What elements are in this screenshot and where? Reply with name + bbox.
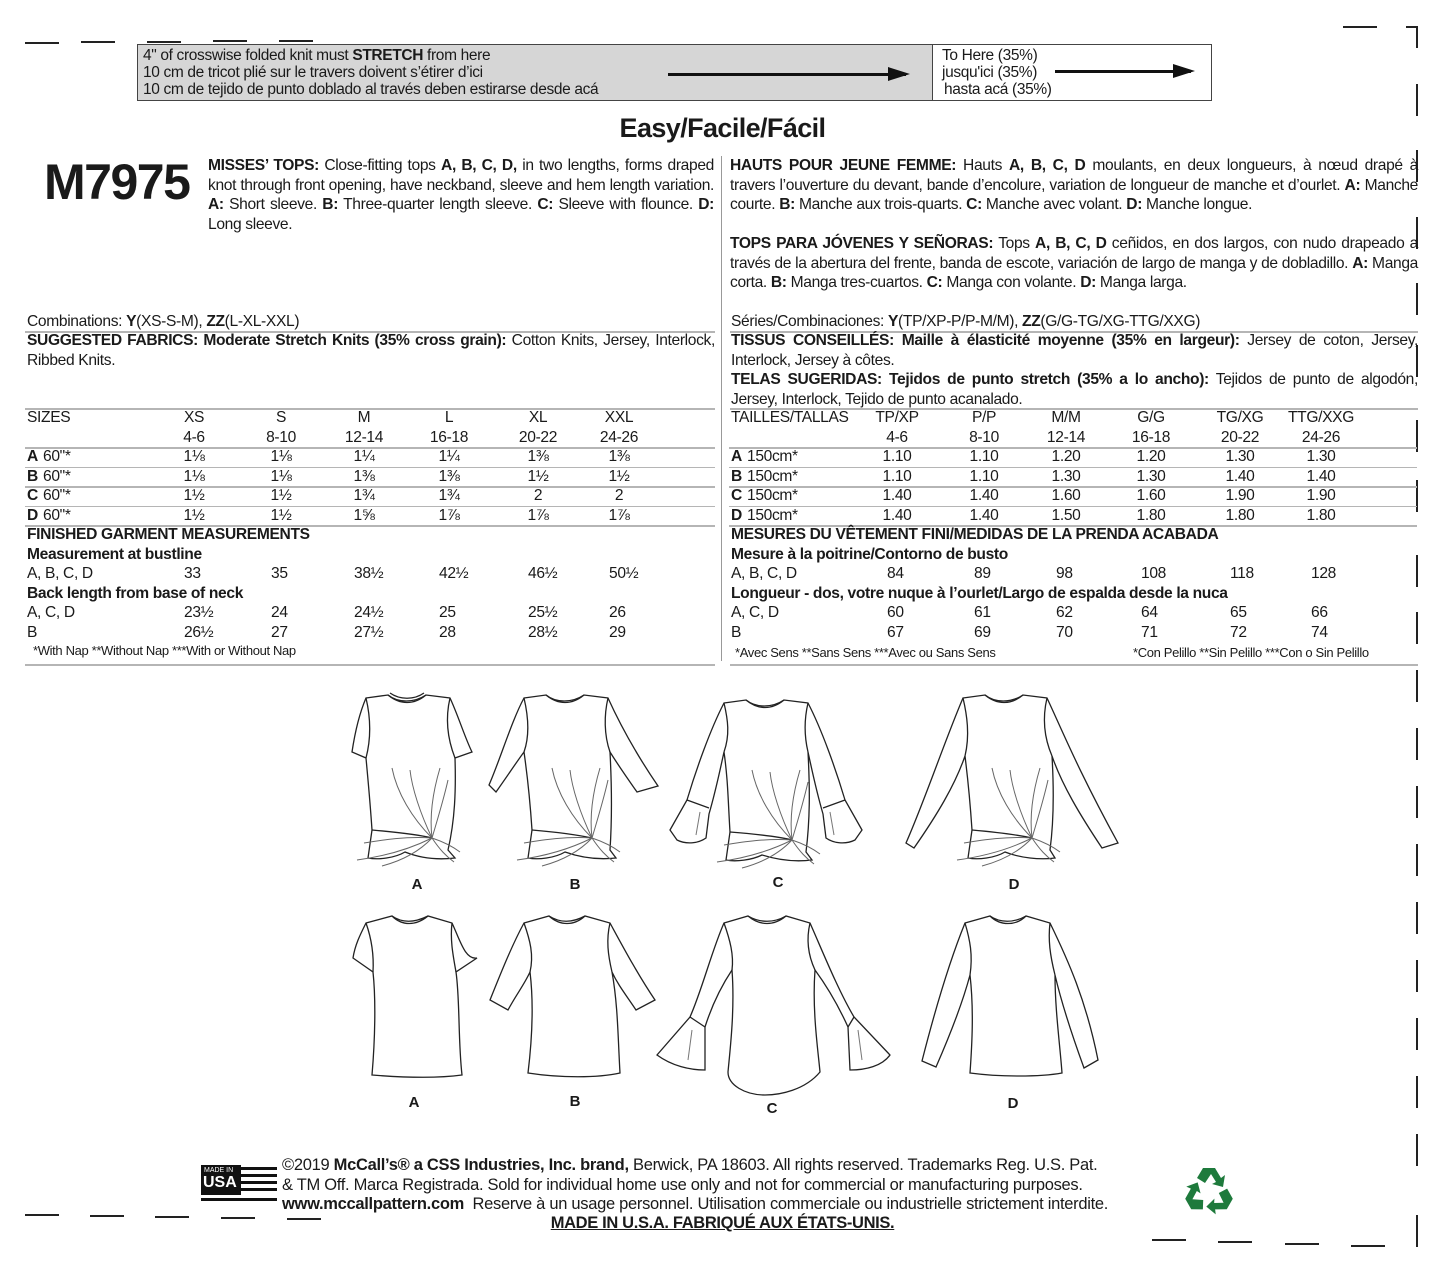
copyright-block: [282, 1156, 1108, 1215]
yardage-value: 1.30: [1306, 448, 1336, 465]
back-length-heading: Back length from base of neck: [27, 584, 244, 602]
yardage-value: 1.20: [1051, 448, 1081, 465]
measurement-value: 27½: [354, 623, 384, 641]
illustration-back-b: [490, 916, 655, 1077]
yardage-value: 1⅛: [183, 467, 205, 485]
yardage-value: 1.90: [1225, 487, 1255, 504]
yardage-value: 1.80: [1225, 506, 1255, 524]
to-here-en: To Here (35%): [942, 47, 1038, 64]
measurement-value: 50½: [609, 565, 639, 582]
views-label: B: [731, 623, 742, 641]
yardage-value: 1.40: [1225, 467, 1255, 485]
yardage-value: 2: [533, 487, 543, 504]
yardage-value: 1⅜: [353, 467, 375, 485]
yardage-value: 1.20: [1136, 448, 1166, 465]
bust-heading: Measurement at bustline: [27, 545, 202, 563]
measurement-value: 29: [609, 623, 626, 641]
measurement-value: 66: [1311, 604, 1328, 621]
yardage-value: 1¾: [438, 487, 460, 504]
description-en: MISSES’ TOPS: Close-fitting tops A, B, C, D, in two lengths, forms draped knot through front opening, have neckband, sleeve and hem length variation. A: Short sleeve. B: Three-quarter length sleeve. C: Sleeve with flounce. D: Long sleeve.: [208, 157, 714, 233]
illustration-front-d: [906, 695, 1118, 866]
yardage-value: 1⅜: [608, 448, 630, 465]
fabrics-en: SUGGESTED FABRICS: Moderate Stretch Knits (35% cross grain): Cotton Knits, Jersey, Interlock, Ribbed Knits.: [27, 332, 715, 369]
measurement-value: 35: [271, 565, 288, 582]
difficulty-title: Easy/Facile/Fácil: [619, 113, 826, 143]
yardage-value: 1¾: [353, 487, 375, 504]
measurement-value: 67: [887, 623, 904, 641]
yardage-value: 1.40: [1306, 467, 1336, 485]
measurement-value: 65: [1230, 604, 1247, 621]
combinations-fr-es: Séries/Combinaciones: Y(TP/XP-P/P-M/M), ZZ(G/G-TG/XG-TTG/XXG): [731, 313, 1201, 330]
measurement-value: 89: [974, 565, 991, 582]
fabric-width: 60"*: [43, 448, 71, 465]
measurement-value: 28: [439, 623, 456, 641]
measurement-value: 84: [887, 565, 904, 582]
measurement-value: 72: [1230, 623, 1247, 641]
yardage-value: 1⅛: [183, 448, 205, 465]
fabric-width: 150cm*: [747, 467, 798, 485]
fabric-width: 150cm*: [747, 448, 798, 465]
bust-heading: Mesure à la poitrine/Contorno de busto: [731, 545, 1008, 563]
illustration-front-b: [489, 695, 658, 866]
to-here-fr: jusqu'ici (35%): [942, 64, 1038, 81]
nap-footnote-en: *With Nap **Without Nap ***With or Without Nap: [33, 643, 296, 658]
views-label: A, C, D: [27, 604, 75, 621]
fabrics-es: TELAS SUGERIDAS: Tejidos de punto stretch (35% a lo ancho): Tejidos de punto de algodón, Jersey, Interlock, Tejido de punto acanalado.: [731, 371, 1418, 408]
combinations-en: Combinations: Y(XS-S-M), ZZ(L-XL-XXL): [27, 313, 300, 330]
back-length-heading: Longueur - dos, votre nuque à l’ourlet/Largo de espalda desde la nuca: [731, 584, 1228, 602]
view-letter: D: [27, 506, 38, 524]
yardage-value: 1.60: [1051, 487, 1081, 504]
finished-heading: MESURES DU VÊTEMENT FINI/MEDIDAS DE LA PRENDA ACABADA: [731, 526, 1219, 543]
measurement-value: 108: [1141, 565, 1166, 582]
measurement-value: 23½: [184, 604, 214, 621]
pattern-number: M7975: [44, 154, 190, 210]
stretch-line-fr: 10 cm de tricot plié sur le travers doivent s’étirer d’ici: [143, 64, 483, 81]
yardage-value: 1¼: [353, 448, 375, 465]
yardage-value: 1½: [270, 506, 292, 524]
yardage-value: 1.10: [969, 467, 999, 485]
website-link[interactable]: www.mccallpattern.com: [282, 1195, 464, 1213]
yardage-value: 1.30: [1136, 467, 1166, 485]
stretch-line-es: 10 cm de tejido de punto doblado al través deben estirarse desde acá: [143, 81, 599, 98]
views-label: B: [27, 623, 38, 641]
yardage-value: 1.40: [969, 506, 999, 524]
view-letter: C: [27, 487, 38, 504]
finished-heading: FINISHED GARMENT MEASUREMENTS: [27, 526, 310, 543]
yardage-value: 1.30: [1051, 467, 1081, 485]
illustration-back-d: [922, 916, 1098, 1076]
view-letter: A: [731, 448, 742, 465]
fabric-width: 60"*: [43, 506, 71, 524]
measurement-value: 71: [1141, 623, 1158, 641]
yardage-value: 1.90: [1306, 487, 1336, 504]
measurement-value: 38½: [354, 565, 384, 582]
measurement-value: 60: [887, 604, 904, 621]
tailles-numbers-row: 4-6 8-10 12-14 16-18 20-22 24-26: [886, 429, 1341, 446]
measurement-value: 33: [184, 565, 201, 582]
measurement-value: 118: [1230, 565, 1254, 582]
yardage-value: 1⅛: [270, 467, 292, 485]
measurement-value: 25½: [528, 604, 558, 621]
stretch-line-en: 4" of crosswise folded knit must STRETCH from here: [143, 47, 491, 64]
measurement-value: 26: [609, 604, 626, 621]
yardage-value: 1¼: [438, 448, 460, 465]
view-letter: B: [731, 467, 742, 485]
view-label-back-c: C: [766, 1100, 778, 1117]
made-in-usa-logo: MADE IN USA: [201, 1165, 277, 1195]
yardage-value: 1⅜: [527, 448, 549, 465]
measurement-value: 25: [439, 604, 456, 621]
view-letter: A: [27, 448, 38, 465]
fabric-width: 150cm*: [747, 506, 798, 524]
copyright-line-2: & TM Off. Marca Registrada. Sold for individual home use only and not for commercial or manufacturing purposes.: [282, 1175, 1083, 1194]
yardage-value: 1⅜: [438, 467, 460, 485]
measurement-value: 74: [1311, 623, 1328, 641]
view-letter: D: [731, 506, 742, 524]
yardage-value: 1.50: [1051, 506, 1081, 524]
view-label-front-d: D: [1008, 876, 1020, 893]
views-label: A, C, D: [731, 604, 779, 621]
yardage-value: 1½: [270, 487, 292, 504]
yardage-value: 1.10: [882, 467, 912, 485]
measurement-value: 46½: [528, 565, 558, 582]
yardage-value: 2: [614, 487, 624, 504]
illustration-back-c: [657, 916, 890, 1095]
copyright-line-3: www.mccallpattern.com Reserve à un usage personnel. Utilisation commerciale ou industrielle strictement interdite.: [282, 1195, 1109, 1213]
measurement-value: 24: [271, 604, 288, 621]
nap-footnote-fr: *Avec Sens **Sans Sens ***Avec ou Sans Sens: [735, 645, 996, 660]
view-label-back-d: D: [1007, 1095, 1019, 1112]
measurement-value: 128: [1311, 565, 1336, 582]
illustration-front-c: [670, 700, 862, 868]
illustration-front-a: [352, 693, 472, 866]
yardage-value: 1.80: [1136, 506, 1166, 524]
view-letter: B: [27, 467, 38, 485]
measurement-value: 42½: [439, 565, 469, 582]
made-in-usa-text: MADE IN U.S.A. FABRIQUÉ AUX ÉTATS-UNIS.: [550, 1214, 895, 1232]
yardage-value: 1.30: [1225, 448, 1255, 465]
size-numbers-row: 4-6 8-10 12-14 16-18 20-22 24-26: [183, 429, 639, 446]
views-label: A, B, C, D: [731, 565, 797, 582]
yardage-value: 1.10: [882, 448, 912, 465]
yardage-value: 1½: [183, 506, 205, 524]
fabric-width: 60"*: [43, 487, 71, 504]
measurement-value: 24½: [354, 604, 384, 621]
description-fr: HAUTS POUR JEUNE FEMME: Hauts A, B, C, D moulants, en deux longueurs, à nœud drapé à travers l’ouverture du devant, bande d’encolure, variation de longueur de manche et d’ourlet. A: Manche courte. B: Manche aux trois-quarts. C: Manche avec volant. D: Manche longue.: [730, 157, 1418, 213]
measurement-value: 61: [974, 604, 991, 621]
view-label-front-c: C: [772, 874, 784, 891]
yardage-value: 1⅞: [608, 506, 630, 524]
yardage-value: 1⅛: [270, 448, 292, 465]
yardage-value: 1.10: [969, 448, 999, 465]
measurement-value: 28½: [528, 623, 558, 641]
yardage-value: 1⅝: [353, 506, 375, 524]
description-es: TOPS PARA JÓVENES Y SEÑORAS: Tops A, B, C, D ceñidos, en dos largos, con nudo drapeado a través de la abertura del frente, banda de escote, variación de largo de manga y de dobladillo. A: Manga corta. B: Manga tres-cuartos. C: Manga con volante. D: Manga larga.: [730, 235, 1419, 291]
view-label-front-b: B: [569, 876, 581, 893]
recycle-icon: [1183, 1165, 1235, 1215]
measurement-value: 64: [1141, 604, 1158, 621]
yardage-value: 1.80: [1306, 506, 1336, 524]
view-label-back-a: A: [408, 1094, 420, 1111]
to-here-es: hasta acá (35%): [944, 81, 1052, 98]
measurement-value: 26½: [184, 623, 214, 641]
copyright-line-1: ©2019 McCall’s® a CSS Industries, Inc. brand, Berwick, PA 18603. All rights reserved. Trademarks Reg. U.S. Pat.: [282, 1156, 1098, 1174]
measurement-value: 62: [1056, 604, 1073, 621]
view-letter: C: [731, 487, 742, 504]
sizes-header-row: SIZES XS S M L XL XXL: [27, 409, 634, 426]
yardage-value: 1.40: [969, 487, 999, 504]
fabric-width: 60"*: [43, 467, 71, 485]
illustration-back-a: [353, 916, 477, 1077]
views-label: A, B, C, D: [27, 565, 93, 582]
view-label-back-b: B: [569, 1093, 581, 1110]
nap-footnote-es: *Con Pelillo **Sin Pelillo ***Con o Sin Pelillo: [1133, 645, 1369, 660]
fabrics-fr: TISSUS CONSEILLÉS: Maille à élasticité moyenne (35% en largeur): Jersey de coton, Jersey, Interlock, Jersey à côtes.: [731, 332, 1419, 369]
measurement-value: 69: [974, 623, 991, 641]
tailles-header-row: TAILLES/TALLAS TP/XP P/P M/M G/G TG/XG TTG/XXG: [731, 409, 1354, 426]
view-label-front-a: A: [411, 876, 423, 893]
yardage-value: 1⅞: [527, 506, 549, 524]
yardage-value: 1.60: [1136, 487, 1166, 504]
yardage-value: 1.40: [882, 487, 912, 504]
fabric-width: 150cm*: [747, 487, 798, 504]
yardage-value: 1.40: [882, 506, 912, 524]
yardage-value: 1½: [608, 467, 630, 485]
yardage-value: 1⅞: [438, 506, 460, 524]
measurement-value: 98: [1056, 565, 1073, 582]
yardage-value: 1½: [527, 467, 549, 485]
measurement-value: 70: [1056, 623, 1073, 641]
measurement-value: 27: [271, 623, 288, 641]
yardage-value: 1½: [183, 487, 205, 504]
